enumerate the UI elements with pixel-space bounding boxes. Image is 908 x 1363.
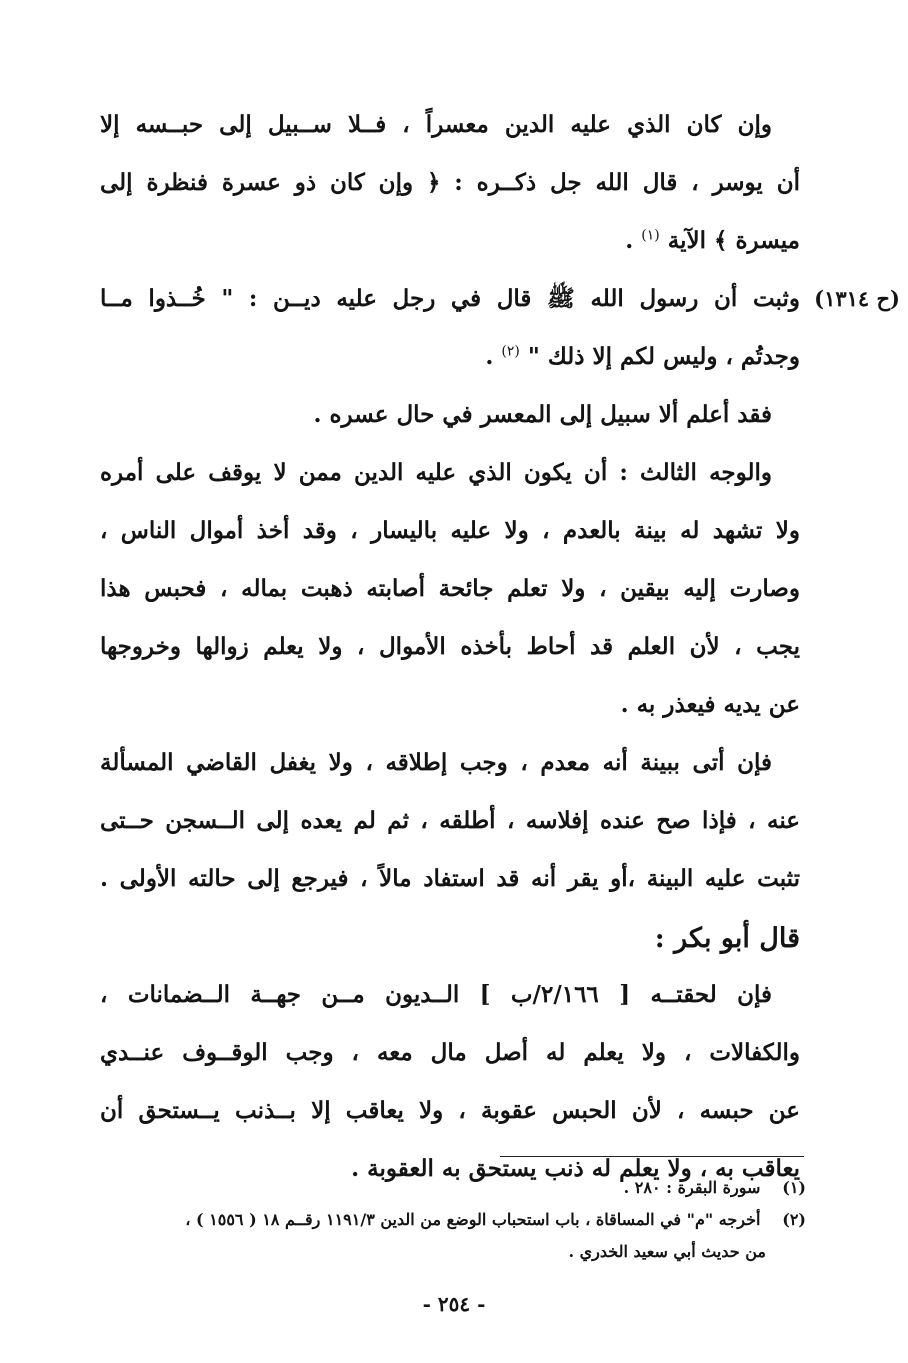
text-line: فقد أعلم ألا سبيل إلى المعسر في حال عسره . bbox=[313, 401, 772, 428]
text-line: يجب ، لأن العلم قد أحاط بأخذه الأموال ، ولا يعلم زوالها وخروجها bbox=[100, 633, 800, 660]
section-heading: قال أبو بكر : bbox=[654, 923, 800, 954]
footnote-text: أخرجه "م" في المساقاة ، باب استحباب الوضع من الدين ١١٩١/٣ رقــم ١٨ ( ١٥٥٦ ) ، bbox=[185, 1210, 761, 1229]
text-line bbox=[100, 328, 800, 386]
text-line: والوجه الثالث : أن يكون الذي عليه الدين ممن لا يوقف على أمره bbox=[100, 459, 772, 486]
footnote-item bbox=[100, 1204, 806, 1236]
text-line: عن يديه فيعذر به . bbox=[620, 691, 800, 718]
text-line bbox=[100, 212, 800, 270]
text-line: والكفالات ، ولا يعلم له أصل مال معه ، وجب الوقــوف عنــدي bbox=[100, 1039, 800, 1066]
quran-citation: ميسرة ﴾ الآية bbox=[667, 227, 800, 254]
footnotes bbox=[100, 1172, 806, 1268]
footnote-ref: (٢) bbox=[501, 343, 520, 360]
text-line: وصارت إليه بيقين ، ولا تعلم جائحة أصابته ذهبت بماله ، فحبس هذا bbox=[100, 575, 800, 602]
punctuation: . bbox=[485, 343, 502, 370]
text-line: وإن كان الذي عليه الدين معسراً ، فــلا ســبيل إلى حبــسه إلا bbox=[100, 111, 772, 138]
hadith-line-text: وثبت أن رسول الله ﷺ قال في رجل عليه ديــن : " خُــذوا مــا bbox=[100, 285, 800, 312]
text-line: أن يوسر ، قال الله جل ذكــره : ﴿ وإن كان ذو عسرة فنظرة إلى bbox=[100, 169, 800, 196]
text-line: يعاقب به ، ولا يعلم له ذنب يستحق به العقوبة . bbox=[351, 1155, 800, 1182]
page-number: - ٢٥٤ - bbox=[422, 1292, 486, 1316]
text-line: عنه ، فإذا صح عنده إفلاسه ، أطلقه ، ثم لم يعده إلى الــسجن حــتى bbox=[100, 807, 800, 834]
footnote-ref: (١) bbox=[641, 227, 660, 244]
footnote-divider bbox=[500, 1156, 804, 1157]
text-line: تثبت عليه البينة ،أو يقر أنه قد استفاد مالاً ، فيرجع إلى حالته الأولى . bbox=[100, 865, 800, 892]
hadith-number: (ح ١٣١٤) bbox=[814, 286, 900, 311]
footnote-continuation: من حديث أبي سعيد الخدري . bbox=[568, 1242, 766, 1261]
footnote-number: (٢) bbox=[782, 1210, 806, 1229]
text-line: فإن أتى ببينة أنه معدم ، وجب إطلاقه ، ولا يغفل القاضي المسألة bbox=[100, 749, 772, 776]
footnote-number: (١) bbox=[782, 1178, 806, 1197]
punctuation: . bbox=[625, 227, 642, 254]
text-line: عن حبسه ، لأن الحبس عقوبة ، ولا يعاقب إلا بــذنب يــستحق أن bbox=[100, 1097, 800, 1124]
text-line: ولا تشهد له بينة بالعدم ، ولا عليه باليسار ، وقد أخذ أموال الناس ، bbox=[100, 517, 800, 544]
hadith-line-text: وجدتُم ، وليس لكم إلا ذلك " bbox=[527, 343, 800, 370]
footnote-item bbox=[100, 1172, 806, 1204]
footnote-text: سورة البقرة : ٢٨٠ . bbox=[623, 1178, 761, 1197]
text-line: فإن لحقتــه [ ٢/١٦٦/ب ] الــديون مــن جهــة الــضمانات ، bbox=[100, 981, 772, 1008]
main-text bbox=[100, 96, 800, 1198]
text-line bbox=[100, 270, 800, 328]
